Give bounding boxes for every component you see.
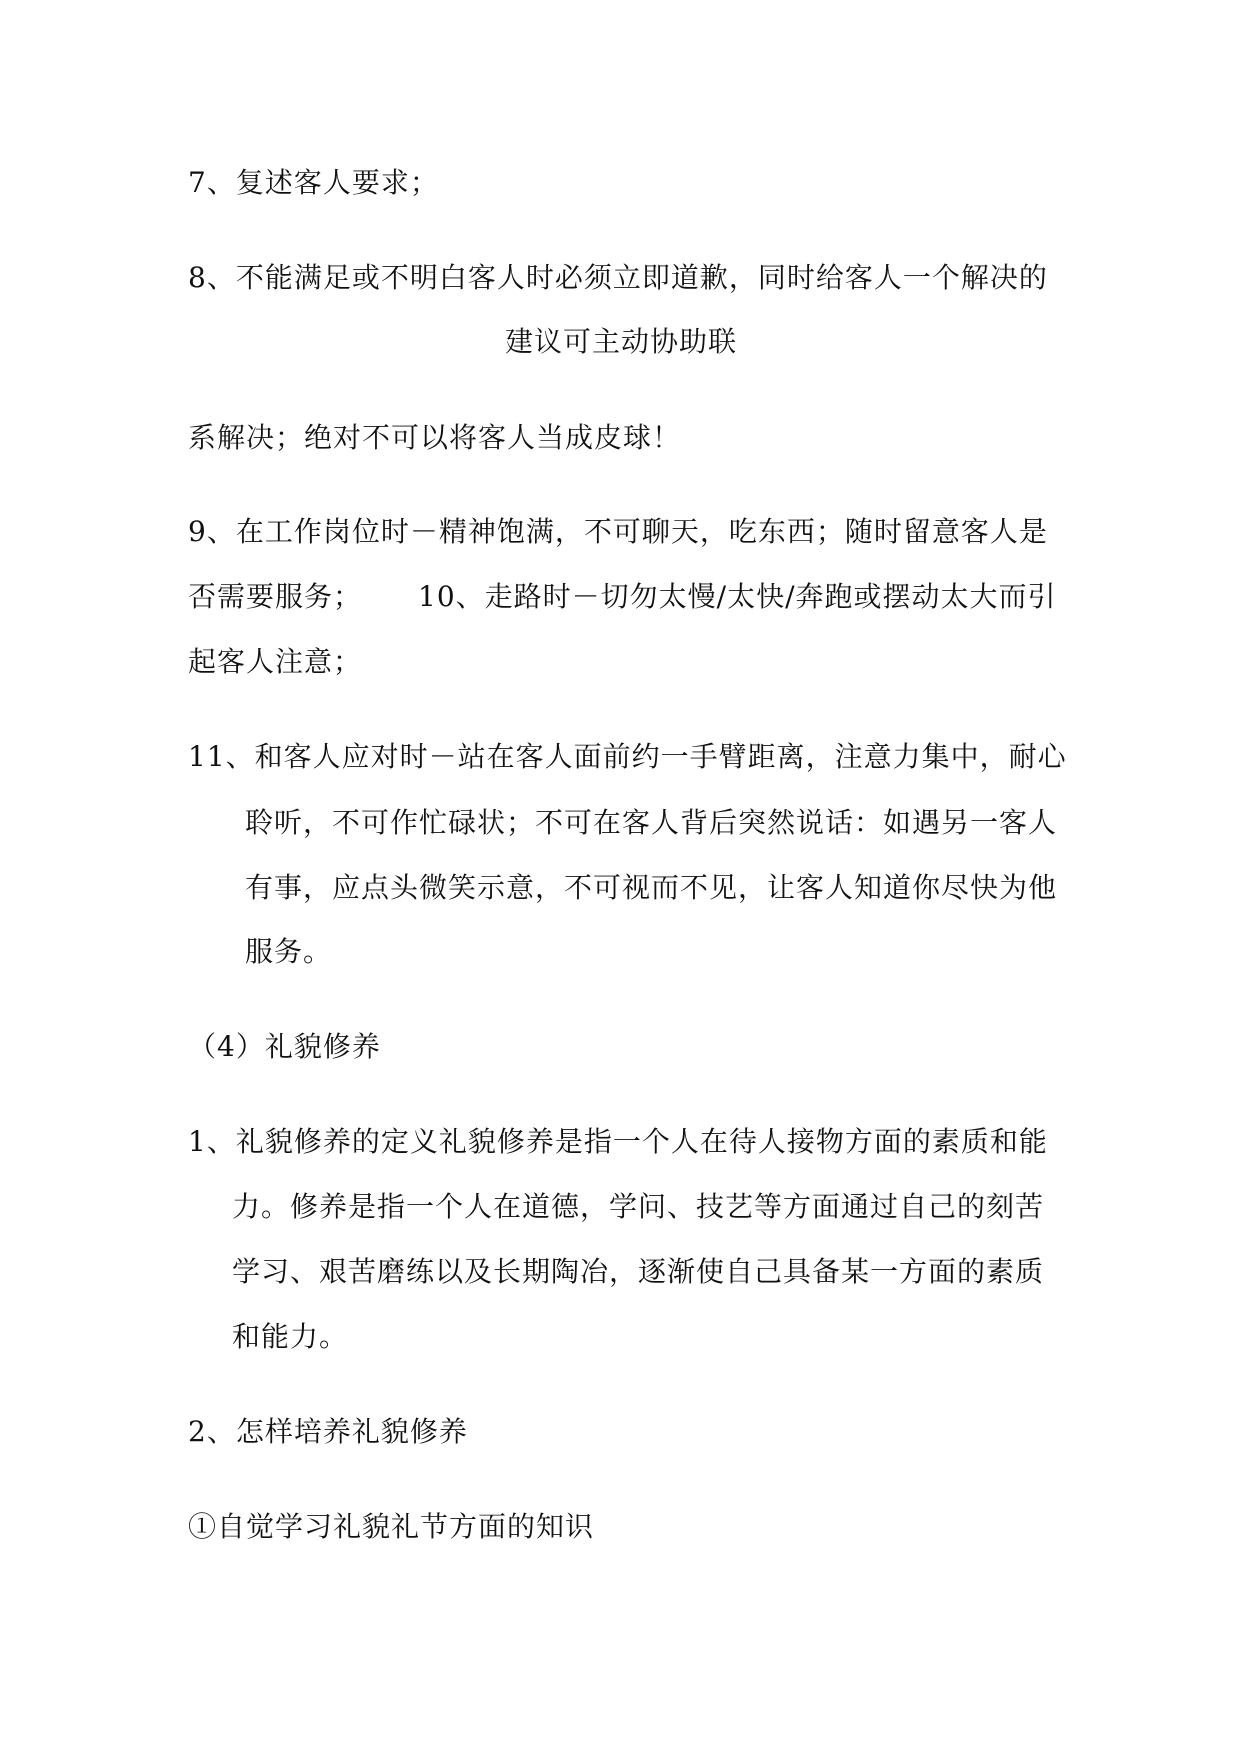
text-line-7: 10、走路时－切勿太慢/太快/奔跑或摆动太大而引 — [418, 580, 1057, 613]
text-line-12: 服务。 — [245, 935, 333, 968]
text-line-19: ①自觉学习礼貌礼节方面的知识 — [188, 1510, 595, 1543]
text-line-3: 建议可主动协助联 — [505, 325, 738, 358]
text-line-18: 2、怎样培养礼貌修养 — [188, 1415, 468, 1448]
text-line-16: 学习、艰苦磨练以及长期陶冶，逐渐使自己具备某一方面的素质 — [232, 1255, 1045, 1288]
text-line-5: 9、在工作岗位时－精神饱满，不可聊天，吃东西；随时留意客人是 — [188, 515, 1048, 548]
text-line-11: 有事，应点头微笑示意，不可视而不见，让客人知道你尽快为他 — [245, 871, 1058, 904]
text-line-14: 1、礼貌修养的定义礼貌修养是指一个人在待人接物方面的素质和能 — [188, 1125, 1048, 1158]
text-line-2: 8、不能满足或不明白客人时必须立即道歉，同时给客人一个解决的 — [188, 261, 1048, 294]
text-line-1: 7、复述客人要求； — [188, 166, 439, 199]
text-line-10: 聆听，不可作忙碌状；不可在客人背后突然说话：如遇另一客人 — [245, 806, 1058, 839]
text-line-4: 系解决；绝对不可以将客人当成皮球！ — [188, 421, 682, 454]
text-line-15: 力。修养是指一个人在道德，学问、技艺等方面通过自己的刻苦 — [232, 1190, 1045, 1223]
text-line-8: 起客人注意； — [188, 645, 363, 678]
text-line-6: 否需要服务； — [188, 580, 363, 613]
text-line-9: 11、和客人应对时－站在客人面前约一手臂距离，注意力集中，耐心 — [188, 740, 1067, 773]
text-line-17: 和能力。 — [232, 1320, 349, 1353]
section-heading: （4）礼貌修养 — [188, 1030, 381, 1063]
